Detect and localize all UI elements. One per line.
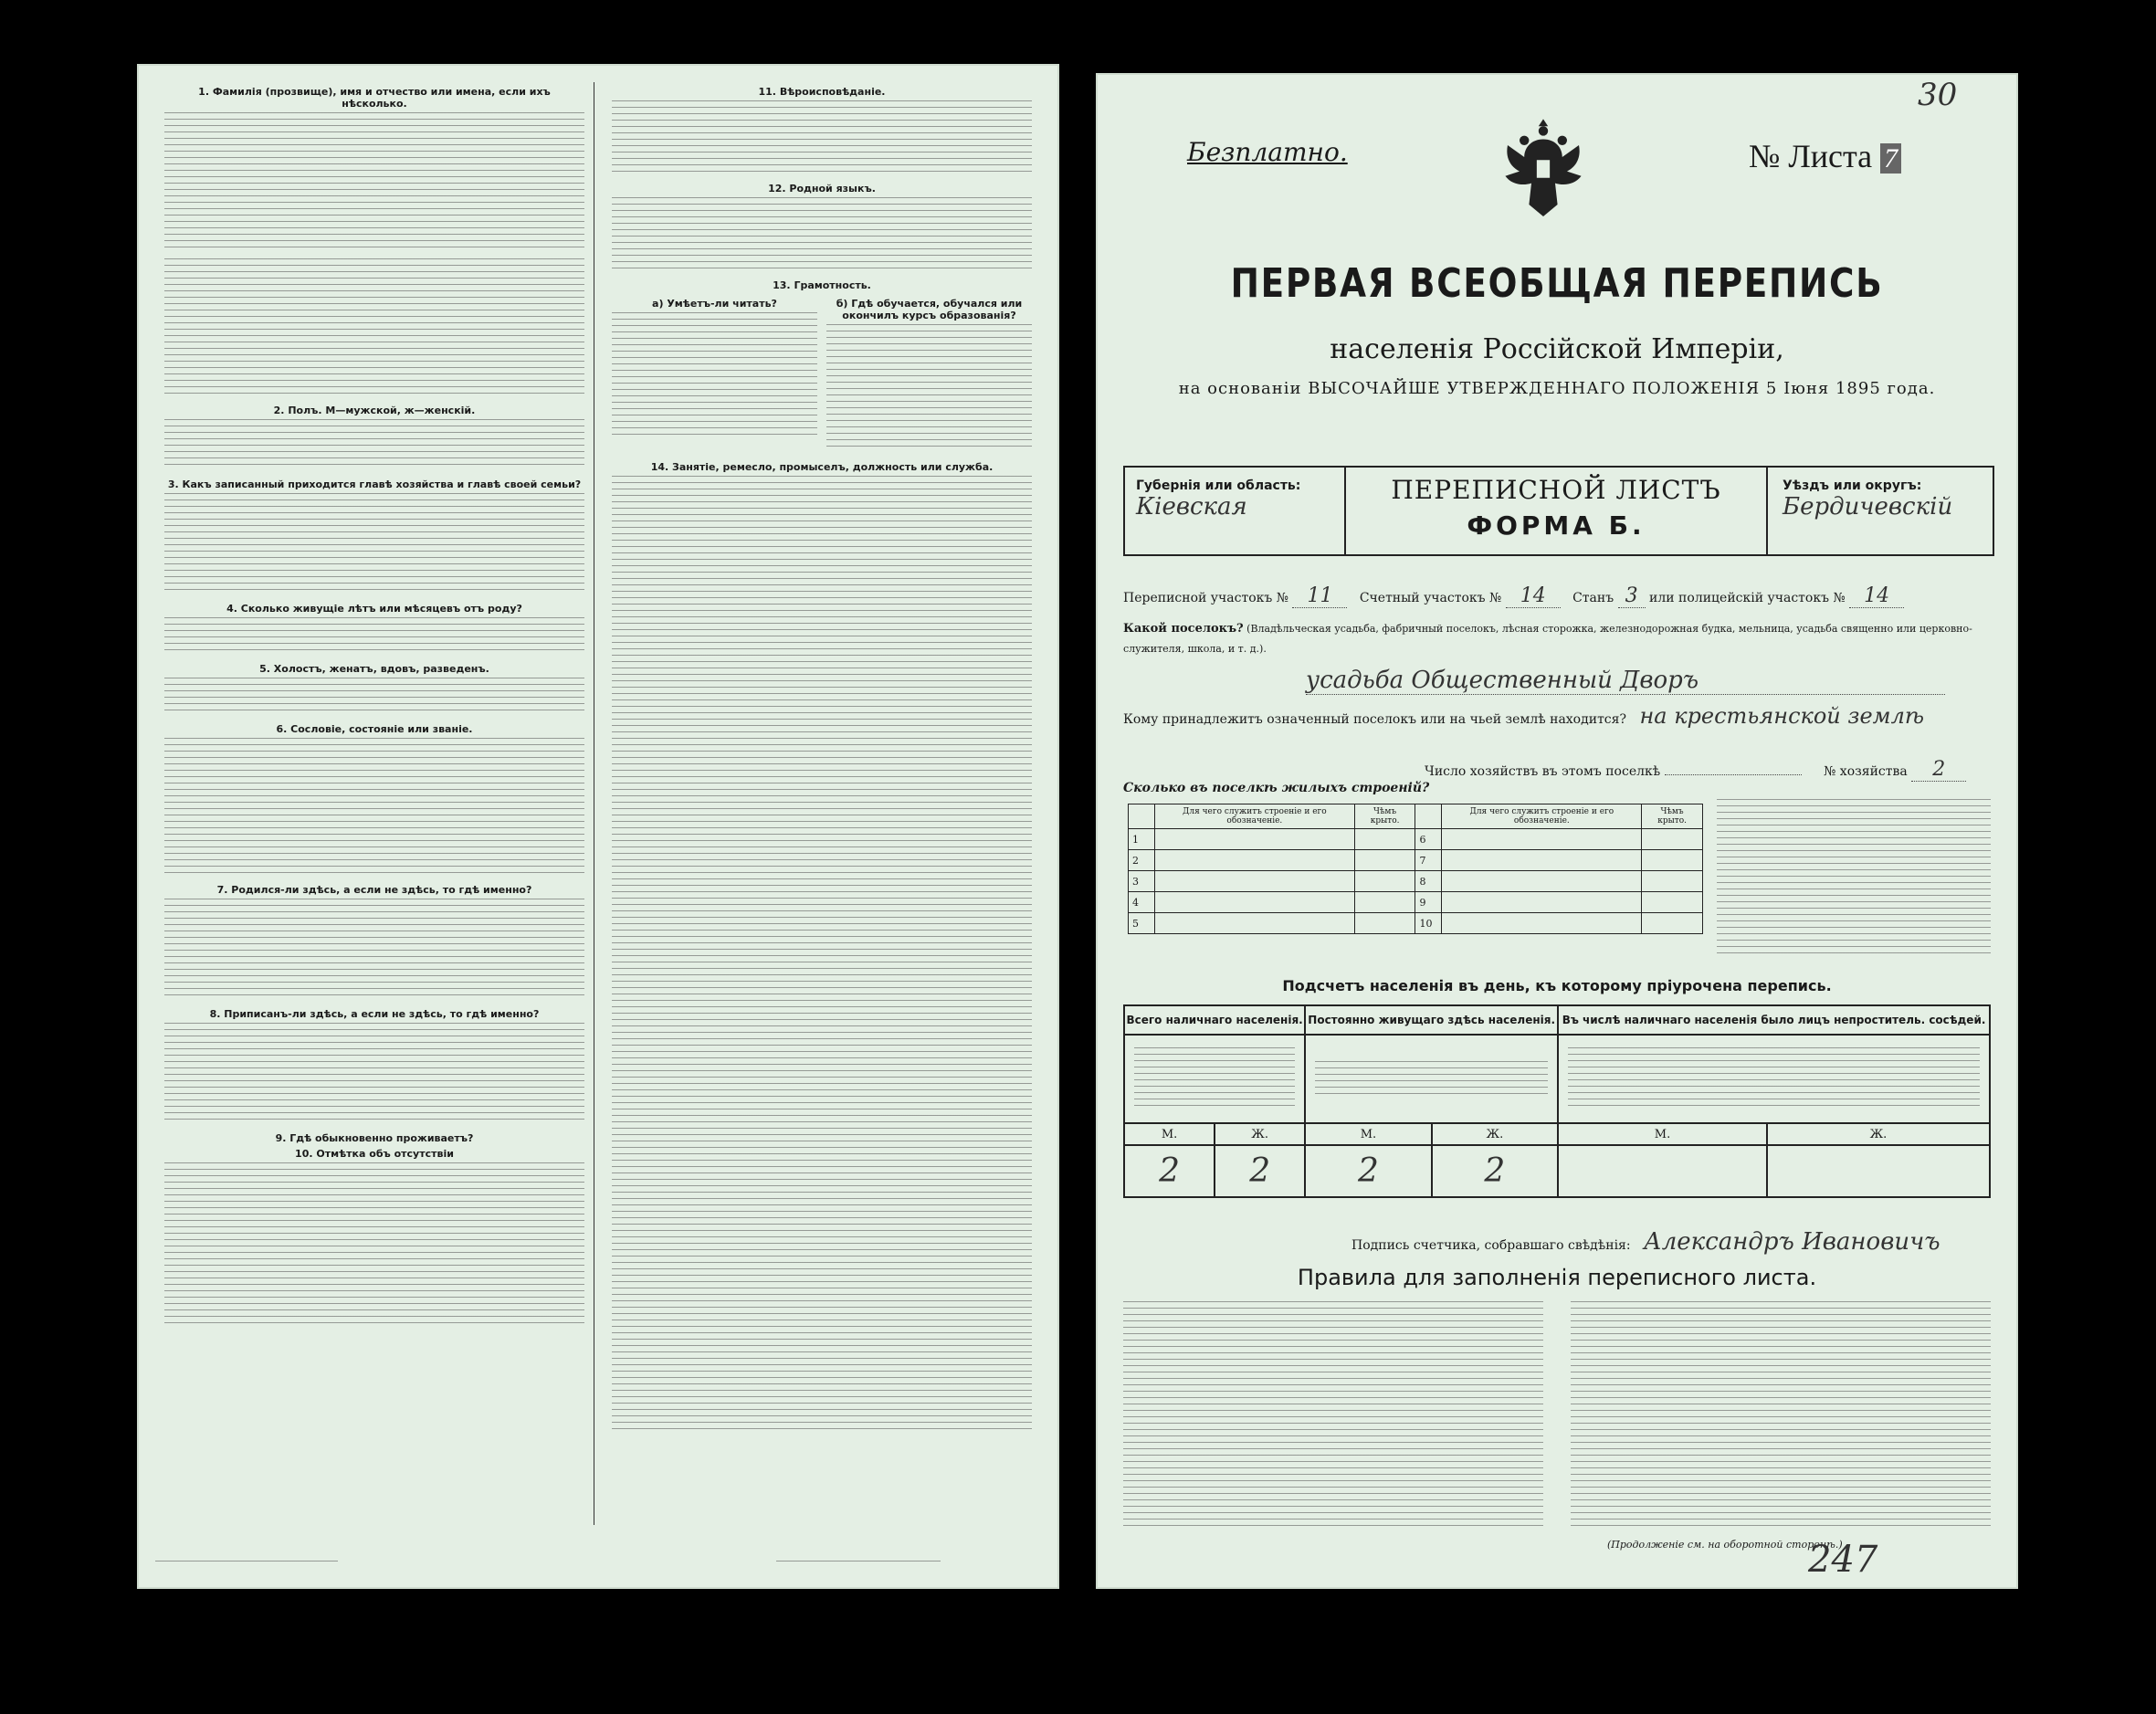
count-header-neighbours: Въ числѣ наличнаго населенія было лицъ непроститель. сосѣдей. bbox=[1558, 1005, 1990, 1035]
heading: 2. Полъ. М—мужской, ж—женскій. bbox=[273, 405, 476, 416]
heading: 8. Приписанъ-ли здѣсь, а если не здѣсь, то гдѣ именно? bbox=[209, 1008, 540, 1020]
printer-footer-right bbox=[776, 1561, 941, 1566]
stan-value: 3 bbox=[1618, 584, 1646, 608]
households-label: Число хозяйствъ въ этомъ поселкѣ bbox=[1425, 764, 1661, 779]
sheet-number-label: № Листа bbox=[1749, 138, 1873, 174]
buildings-question: Сколько въ поселкѣ жилыхъ строеній? bbox=[1123, 781, 1430, 795]
settlement-label: Какой поселокъ? bbox=[1123, 622, 1244, 636]
count-value: 2 bbox=[1305, 1145, 1431, 1197]
form-b: ФОРМА Б. bbox=[1467, 510, 1646, 541]
heading: 12. Родной языкъ. bbox=[768, 183, 876, 195]
counting-district-value: 14 bbox=[1506, 584, 1561, 608]
form-header-box bbox=[1123, 466, 1994, 556]
signature-value: Александръ Ивановичъ bbox=[1644, 1228, 1940, 1256]
sheet-number-value: 7 bbox=[1880, 143, 1901, 174]
document-title: ПЕРВАЯ ВСЕОБЩАЯ ПЕРЕПИСЬ bbox=[1230, 260, 1884, 307]
count-value bbox=[1558, 1145, 1767, 1197]
rules-title: Правила для заполненія переписного листа. bbox=[1297, 1265, 1817, 1290]
heading: а) Умѣетъ-ли читать? bbox=[652, 298, 777, 310]
governorate-value: Кіевская bbox=[1136, 493, 1247, 521]
household-number-label: № хозяйства bbox=[1824, 764, 1908, 779]
right-page-census-form bbox=[1096, 73, 2018, 1589]
count-header-present: Всего наличнаго населенія. bbox=[1124, 1005, 1305, 1035]
heading: 14. Занятіе, ремесло, промыселъ, должность или служба. bbox=[650, 461, 994, 473]
heading: 3. Какъ записанный приходится главѣ хозяйства и главѣ своей семьи? bbox=[167, 478, 582, 490]
settlement-value: усадьба Общественный Дворъ bbox=[1306, 667, 1945, 695]
population-count-table: Всего наличнаго населенія. Постоянно живущаго здѣсь населенія. Въ числѣ наличнаго населенія было лицъ непроститель. сосѣдей. М. Ж. М. Ж. М. Ж. 2 2 2 2 bbox=[1123, 1004, 1991, 1198]
instructions-column-2 bbox=[603, 82, 1041, 1525]
double-headed-eagle-emblem-icon bbox=[1484, 110, 1603, 228]
owner-row bbox=[1123, 703, 1991, 729]
continued-note: (Продолженіе см. на оборотной сторонѣ.) bbox=[1607, 1539, 1843, 1551]
heading: 11. Вѣроисповѣданіе. bbox=[758, 86, 886, 98]
count-value bbox=[1767, 1145, 1990, 1197]
owner-label: Кому принадлежитъ означенный поселокъ или на чьей землѣ находится? bbox=[1123, 712, 1626, 727]
heading: 5. Холостъ, женатъ, вдовъ, разведенъ. bbox=[259, 663, 489, 675]
document-subtitle-2: на основаніи ВЫСОЧАЙШЕ УТВЕРЖДЕННАГО ПОЛОЖЕНІЯ 5 Іюня 1895 года. bbox=[1178, 379, 1936, 398]
districts-row: Переписной участокъ № 11 Счетный участокъ № 14 Станъ 3 или полицейскій участокъ № 14 bbox=[1123, 584, 1991, 608]
signature-row bbox=[1351, 1228, 1940, 1256]
heading: 9. Гдѣ обыкновенно проживаетъ? bbox=[275, 1132, 474, 1144]
free-label: Безплатно. bbox=[1187, 137, 1348, 167]
count-value: 2 bbox=[1215, 1145, 1305, 1197]
households-row bbox=[1123, 758, 1991, 782]
heading: 13. Грамотность. bbox=[773, 279, 871, 291]
settlement-row bbox=[1123, 619, 1991, 659]
signature-label: Подпись счетчика, собравшаго свѣдѣнія: bbox=[1351, 1238, 1631, 1253]
owner-value: на крестьянской землѣ bbox=[1639, 703, 1925, 729]
side-note-print bbox=[1717, 799, 1991, 954]
police-district-value: 14 bbox=[1849, 584, 1904, 608]
heading: 4. Сколько живущіе лѣтъ или мѣсяцевъ отъ роду? bbox=[226, 603, 522, 615]
rules-column-1 bbox=[1123, 1301, 1543, 1530]
count-value: 2 bbox=[1432, 1145, 1558, 1197]
buildings-table: Для чего служитъ строеніе и его обозначеніе. Чѣмъ крыто. Для чего служитъ строеніе и его обозначеніе. Чѣмъ крыто. 1 6 2 7 3 8 4 9 5 10 bbox=[1128, 804, 1703, 934]
heading: 1. Фамилія (прозвище), имя и отчество или имена, если ихъ нѣсколько. bbox=[198, 86, 551, 110]
heading: 6. Сословіе, состояніе или званіе. bbox=[276, 723, 473, 735]
census-district-value: 11 bbox=[1292, 584, 1347, 608]
district-label: Уѣздъ или округъ: bbox=[1783, 478, 1922, 493]
settlement-hint: (Владѣльческая усадьба, фабричный поселокъ, лѣсная сторожка, железнодорожная будка, мельница, усадьба священно или церковно-служителя, школа, и т. д.). bbox=[1123, 623, 1972, 655]
left-page-instructions bbox=[137, 64, 1059, 1589]
count-header-permanent: Постоянно живущаго здѣсь населенія. bbox=[1305, 1005, 1558, 1035]
district-value: Бердичевскій bbox=[1783, 493, 1953, 521]
heading: б) Гдѣ обучается, обучался или окончилъ курсъ образованія? bbox=[836, 298, 1023, 321]
page-number: 247 bbox=[1808, 1539, 1878, 1581]
count-heading: Подсчетъ населенія въ день, къ которому пріурочена перепись. bbox=[1282, 977, 1832, 994]
sheet-type: ПЕРЕПИСНОЙ ЛИСТЪ bbox=[1391, 475, 1721, 505]
count-value: 2 bbox=[1124, 1145, 1215, 1197]
printer-footer-left bbox=[155, 1561, 338, 1566]
household-number-value: 2 bbox=[1911, 758, 1966, 782]
heading: 10. Отмѣтка объ отсутствіи bbox=[295, 1148, 454, 1160]
heading: 7. Родился-ли здѣсь, а если не здѣсь, то гдѣ именно? bbox=[216, 884, 532, 896]
document-subtitle: населенія Россійской Имперіи, bbox=[1330, 333, 1784, 365]
corner-handwritten-number: 30 bbox=[1918, 77, 1958, 113]
governorate-label: Губернія или область: bbox=[1136, 478, 1301, 493]
instructions-column-1 bbox=[155, 82, 594, 1525]
rules-column-2 bbox=[1571, 1301, 1991, 1530]
form-type bbox=[1344, 468, 1768, 554]
sheet-number bbox=[1749, 137, 1901, 175]
